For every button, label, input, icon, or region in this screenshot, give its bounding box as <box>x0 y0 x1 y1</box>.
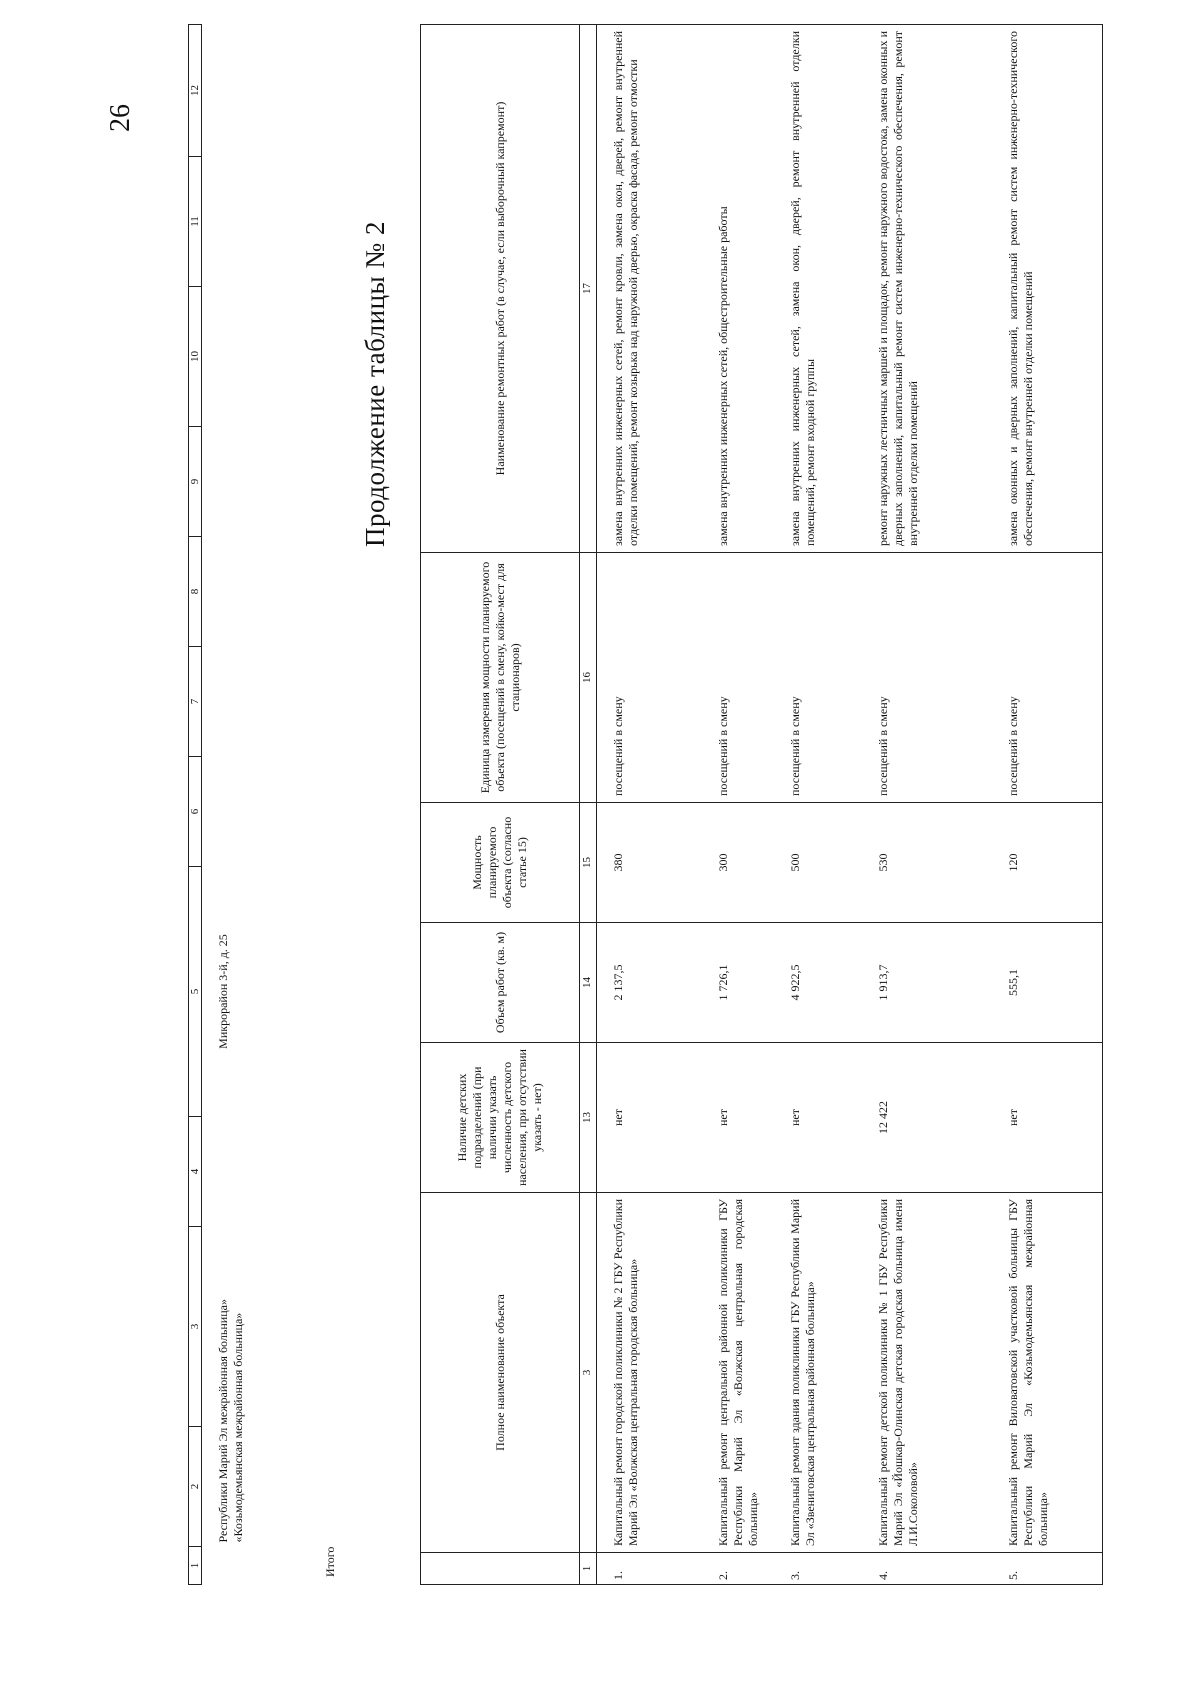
capacity-unit: посещений в смену <box>774 553 862 803</box>
children-units: нет <box>702 1043 774 1193</box>
column-number: 10 <box>189 287 202 427</box>
capacity-unit: посещений в смену <box>862 553 992 803</box>
object-name: Капитальный ремонт центральной районной поликлиники ГБУ Республики Марий Эл «Волжская центральная городская больница» <box>702 1193 774 1553</box>
column-number: 17 <box>580 25 597 553</box>
row-index: 5. <box>992 1553 1102 1585</box>
row-index: 2. <box>702 1553 774 1585</box>
header-capacity: Мощность планируемого объекта (согласно статье 15) <box>421 803 580 923</box>
column-number: 9 <box>189 427 202 537</box>
repair-works: замена внутренних инженерных сетей, ремонт кровли, замена окон, дверей, ремонт внутренней отделки помещений, ремонт козырька над наружной дверью, окраска фасада, ремонт отмостки <box>596 25 702 553</box>
work-volume: 4 922,5 <box>774 923 862 1043</box>
capacity: 500 <box>774 803 862 923</box>
column-number: 11 <box>189 157 202 287</box>
children-units: нет <box>596 1043 702 1193</box>
column-number: 13 <box>580 1043 597 1193</box>
repair-works: замена внутренних инженерных сетей, общестроительные работы <box>702 25 774 553</box>
column-number: 1 <box>580 1553 597 1585</box>
work-volume: 555,1 <box>992 923 1102 1043</box>
capacity-unit: посещений в смену <box>702 553 774 803</box>
work-volume: 2 137,5 <box>596 923 702 1043</box>
header-works: Наименование ремонтных работ (в случае, если выборочный капремонт) <box>421 25 580 553</box>
column-number: 3 <box>580 1193 597 1553</box>
capacity-unit: посещений в смену <box>992 553 1102 803</box>
work-volume: 1 913,7 <box>862 923 992 1043</box>
children-units: нет <box>774 1043 862 1193</box>
repair-works-table <box>420 24 1103 1585</box>
children-units: нет <box>992 1043 1102 1193</box>
row-index: 3. <box>774 1553 862 1585</box>
repair-works: замена внутренних инженерных сетей, замена окон, дверей, ремонт внутренней отделки помещений, ремонт входной группы <box>774 25 862 553</box>
column-number: 8 <box>189 537 202 647</box>
column-number: 1 <box>189 1547 202 1585</box>
header-volume: Объем работ (кв. м) <box>421 923 580 1043</box>
page-number: 26 <box>105 104 136 132</box>
object-name: Капитальный ремонт городской поликлиники № 2 ГБУ Республики Марий Эл «Волжская центральная городская больница» <box>596 1193 702 1553</box>
column-number: 4 <box>189 1117 202 1227</box>
capacity: 120 <box>992 803 1102 923</box>
address: Микрорайон 3-й, д. 25 <box>216 934 230 1049</box>
work-volume: 1 726,1 <box>702 923 774 1043</box>
row-index: 4. <box>862 1553 992 1585</box>
column-number: 15 <box>580 803 597 923</box>
object-name: Капитальный ремонт детской поликлиники № 1 ГБУ Республики Марий Эл «Йошкар-Олинская детская городская больница имени Л.И.Соколовой» <box>862 1193 992 1553</box>
total-label: Итого <box>323 1546 337 1577</box>
table-row <box>202 25 249 1585</box>
column-number-row <box>189 25 202 1585</box>
row-index: 1. <box>596 1553 702 1585</box>
column-number-row <box>580 25 597 1585</box>
header-unit: Единица измерения мощности планируемого объекта (посещений в смену, койко-мест для стационаров) <box>421 553 580 803</box>
column-number: 3 <box>189 1227 202 1427</box>
repair-works: ремонт наружных лестничных маршей и площадок, ремонт наружного водостока, замена оконных и дверных заполнений, капитальный ремонт систем инженерно-технического обеспечения, ремонт внутренней отделки помещений <box>862 25 992 553</box>
header-full-name: Полное наименование объекта <box>421 1193 580 1553</box>
previous-table-fragment <box>188 24 248 1585</box>
table-row <box>992 25 1102 1585</box>
header-index <box>421 1553 580 1585</box>
table-row <box>774 25 862 1585</box>
header-row <box>421 25 580 1585</box>
column-number: 14 <box>580 923 597 1043</box>
capacity-unit: посещений в смену <box>596 553 702 803</box>
capacity: 380 <box>596 803 702 923</box>
object-name: Капитальный ремонт Виловатовской участковой больницы ГБУ Республики Марий Эл «Козьмодемьянская межрайонная больница» <box>992 1193 1102 1553</box>
table-row <box>596 25 702 1585</box>
organization-name: Республики Марий Эл межрайонная больница» «Козьмодемьянская межрайонная больница» <box>216 1299 245 1543</box>
children-units: 12 422 <box>862 1043 992 1193</box>
column-number: 6 <box>189 757 202 867</box>
table-caption: Продолжение таблицы № 2 <box>360 221 390 547</box>
column-number: 16 <box>580 553 597 803</box>
capacity: 300 <box>702 803 774 923</box>
object-name: Капитальный ремонт здания поликлиники ГБУ Республики Марий Эл «Звениговская центральная районная больница» <box>774 1193 862 1553</box>
column-number: 5 <box>189 867 202 1117</box>
column-number: 12 <box>189 25 202 157</box>
header-children: Наличие детских подразделений (при наличии указать численность детского населения, при отсутствии указать - нет) <box>421 1043 580 1193</box>
column-number: 7 <box>189 647 202 757</box>
table-row <box>702 25 774 1585</box>
repair-works: замена оконных и дверных заполнений, капитальный ремонт систем инженерно-технического обеспечения, ремонт внутренней отделки помещений <box>992 25 1102 553</box>
table-row <box>862 25 992 1585</box>
capacity: 530 <box>862 803 992 923</box>
column-number: 2 <box>189 1427 202 1547</box>
